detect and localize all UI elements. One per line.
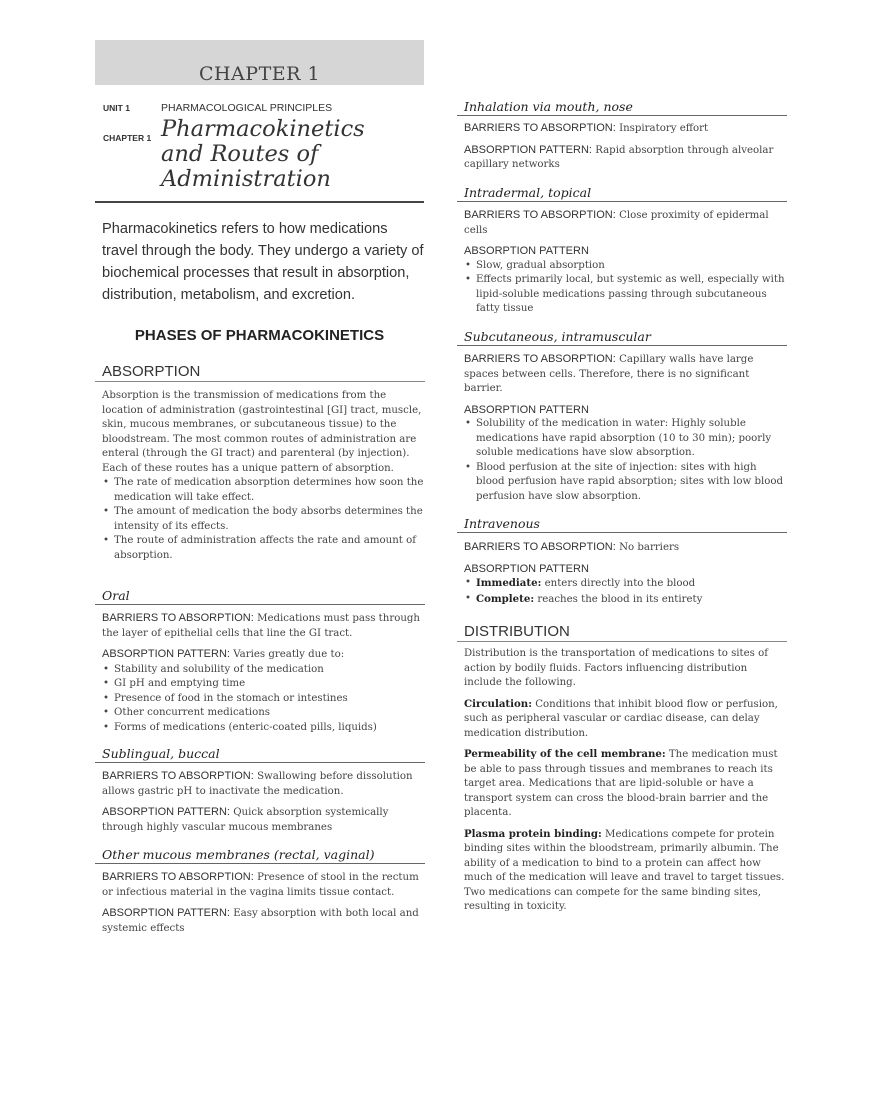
- paragraph: Absorption is the transmission of medications from the location of administration (gastrointestinal [GI] tract, muscle, skin, mucous membranes, or subcutaneous tissue) to the bloodstream. The most common routes of administration are enteral (through the GI tract) and parenteral (by injection). Each of these routes has a unique pattern of absorption.: [102, 390, 422, 474]
- label: BARRIERS TO ABSORPTION:: [102, 871, 254, 883]
- list-item: • Effects primarily local, but systemic as well, especially with lipid-soluble medications passing through subcutaneous fatty tissue: [476, 273, 787, 317]
- barriers: [464, 208, 787, 238]
- subcutaneous-heading: Subcutaneous, intramuscular: [457, 329, 787, 346]
- unit-title: PHARMACOLOGICAL PRINCIPLES: [161, 102, 333, 114]
- term: Immediate:: [476, 577, 542, 589]
- absorption-heading: ABSORPTION: [95, 363, 425, 382]
- text: Medications compete for protein binding sites within the bloodstream, primarily albumin. The ability of a medication to bind to a protein can affect how much of the medication will leave and travel to target tissues. Two medications can compete for the same binding sites, resulting in toxicity.: [464, 828, 785, 912]
- text: Easy absorption with both local and systemic effects: [102, 908, 419, 934]
- factor: [464, 827, 787, 915]
- bullet-list: [102, 476, 425, 563]
- chapter-title: [161, 117, 426, 192]
- list-item: • Other concurrent medications: [114, 706, 425, 721]
- inhalation-heading: Inhalation via mouth, nose: [457, 99, 787, 116]
- text: Presence of stool in the rectum or infectious material in the vagina limits tissue contact.: [102, 872, 419, 898]
- intro-paragraph: Pharmacokinetics refers to how medications travel through the body. They undergo a variety of biochemical processes that result in absorption, distribution, metabolism, and excretion.: [102, 221, 424, 303]
- title-line: and Routes of: [161, 141, 319, 167]
- bullet-list: [464, 259, 787, 317]
- intravenous-body: [457, 540, 787, 607]
- bullet-list: [464, 576, 787, 607]
- text: Conditions that inhibit blood flow or perfusion, such as peripheral vascular or cardiac disease, can delay medication distribution.: [464, 698, 778, 739]
- barriers: [102, 769, 425, 799]
- text: Rapid absorption through alveolar capillary networks: [464, 144, 774, 170]
- list-item: • Presence of food in the stomach or intestines: [114, 692, 425, 707]
- mucous-body: [95, 870, 425, 942]
- label: BARRIERS TO ABSORPTION:: [464, 353, 616, 365]
- section-heading: PHASES OF PHARMACOKINETICS: [134, 327, 385, 344]
- list-item: [476, 576, 787, 592]
- barriers: [464, 121, 787, 137]
- chapter-label: CHAPTER 1: [103, 133, 152, 143]
- list-item: • Stability and solubility of the medication: [114, 663, 425, 678]
- label: ABSORPTION PATTERN: [464, 245, 589, 257]
- text: reaches the blood in its entirety: [537, 593, 703, 605]
- pattern: [102, 647, 425, 663]
- distribution-body: [457, 647, 787, 921]
- subcutaneous-body: [457, 352, 787, 504]
- intravenous-heading: Intravenous: [457, 516, 787, 533]
- text: enters directly into the blood: [544, 578, 696, 589]
- label: ABSORPTION PATTERN:: [102, 648, 230, 660]
- label: ABSORPTION PATTERN:: [102, 907, 230, 919]
- term: Permeability of the cell membrane:: [464, 748, 666, 760]
- label: BARRIERS TO ABSORPTION:: [464, 541, 616, 553]
- oral-heading: Oral: [95, 588, 425, 605]
- title-line: Administration: [161, 166, 331, 192]
- paragraph: Distribution is the transportation of medications to sites of action by bodily fluids. Factors influencing distribution include the following.: [464, 648, 769, 688]
- term: Plasma protein binding:: [464, 827, 602, 840]
- chapter-banner: [95, 40, 424, 85]
- pattern: [102, 805, 425, 835]
- title-line: Pharmacokinetics: [161, 116, 365, 142]
- label: ABSORPTION PATTERN:: [102, 806, 230, 818]
- text: Swallowing before dissolution allows gastric pH to inactivate the medication.: [102, 771, 413, 797]
- distribution-heading: DISTRIBUTION: [457, 623, 787, 642]
- list-item: • Solubility of the medication in water: Highly soluble medications have rapid absorption (10 to 30 min); poorly soluble medications have slow absorption.: [476, 417, 787, 461]
- text: Quick absorption systemically through highly vascular mucous membranes: [102, 807, 389, 833]
- list-item: • GI pH and emptying time: [114, 677, 425, 692]
- term: Circulation:: [464, 697, 532, 710]
- barriers: [464, 540, 787, 556]
- barriers: [464, 352, 787, 397]
- inhalation-body: [457, 121, 787, 179]
- intradermal-body: [457, 208, 787, 317]
- text: Medications must pass through the layer of epithelial cells that line the GI tract.: [102, 613, 420, 639]
- text: Inspiratory effort: [619, 123, 709, 134]
- list-item: • The route of administration affects the rate and amount of absorption.: [114, 534, 425, 563]
- pattern: [464, 143, 787, 173]
- list-item: • Blood perfusion at the site of injection: sites with high blood perfusion have rapid absorption; sites with low blood perfusion have slow absorption.: [476, 461, 787, 505]
- list-item: • The rate of medication absorption determines how soon the medication will take effect.: [114, 476, 425, 505]
- barriers: [102, 611, 425, 641]
- pattern: [102, 906, 425, 936]
- label: ABSORPTION PATTERN: [464, 403, 589, 416]
- barriers: [102, 870, 425, 900]
- label: BARRIERS TO ABSORPTION:: [464, 122, 616, 134]
- factor: [464, 697, 787, 742]
- mucous-heading: Other mucous membranes (rectal, vaginal): [95, 847, 425, 864]
- term: Complete:: [476, 592, 535, 605]
- label: BARRIERS TO ABSORPTION:: [102, 770, 254, 782]
- oral-body: [95, 611, 425, 735]
- list-item: • Slow, gradual absorption: [476, 259, 787, 274]
- list-item: [476, 592, 787, 608]
- sublingual-body: [95, 769, 425, 841]
- list-item: • The amount of medication the body absorbs determines the intensity of its effects.: [114, 505, 425, 534]
- list-item: • Forms of medications (enteric-coated pills, liquids): [114, 721, 425, 736]
- text: The medication must be able to pass through tissues and membranes to reach its target area. Medications that are lipid-soluble or have a transport system can cross the blood-brain barrier and the placenta.: [464, 749, 778, 818]
- chapter-banner-text: CHAPTER 1: [198, 63, 321, 85]
- label: ABSORPTION PATTERN: [464, 562, 589, 575]
- title-rule: [95, 201, 424, 203]
- text: No barriers: [619, 542, 680, 553]
- absorption-body: [95, 389, 425, 563]
- factor: [464, 747, 787, 821]
- bullet-list: [102, 663, 425, 736]
- text: Close proximity of epidermal cells: [464, 210, 769, 236]
- label: BARRIERS TO ABSORPTION:: [102, 612, 254, 624]
- intradermal-heading: Intradermal, topical: [457, 185, 787, 202]
- unit-label: UNIT 1: [103, 103, 130, 113]
- text: Varies greatly due to:: [233, 649, 345, 660]
- label: BARRIERS TO ABSORPTION:: [464, 209, 616, 221]
- bullet-list: [464, 417, 787, 504]
- sublingual-heading: Sublingual, buccal: [95, 746, 425, 763]
- label: ABSORPTION PATTERN:: [464, 143, 592, 156]
- text: Capillary walls have large spaces between cells. Therefore, there is no significant barrier.: [464, 354, 754, 394]
